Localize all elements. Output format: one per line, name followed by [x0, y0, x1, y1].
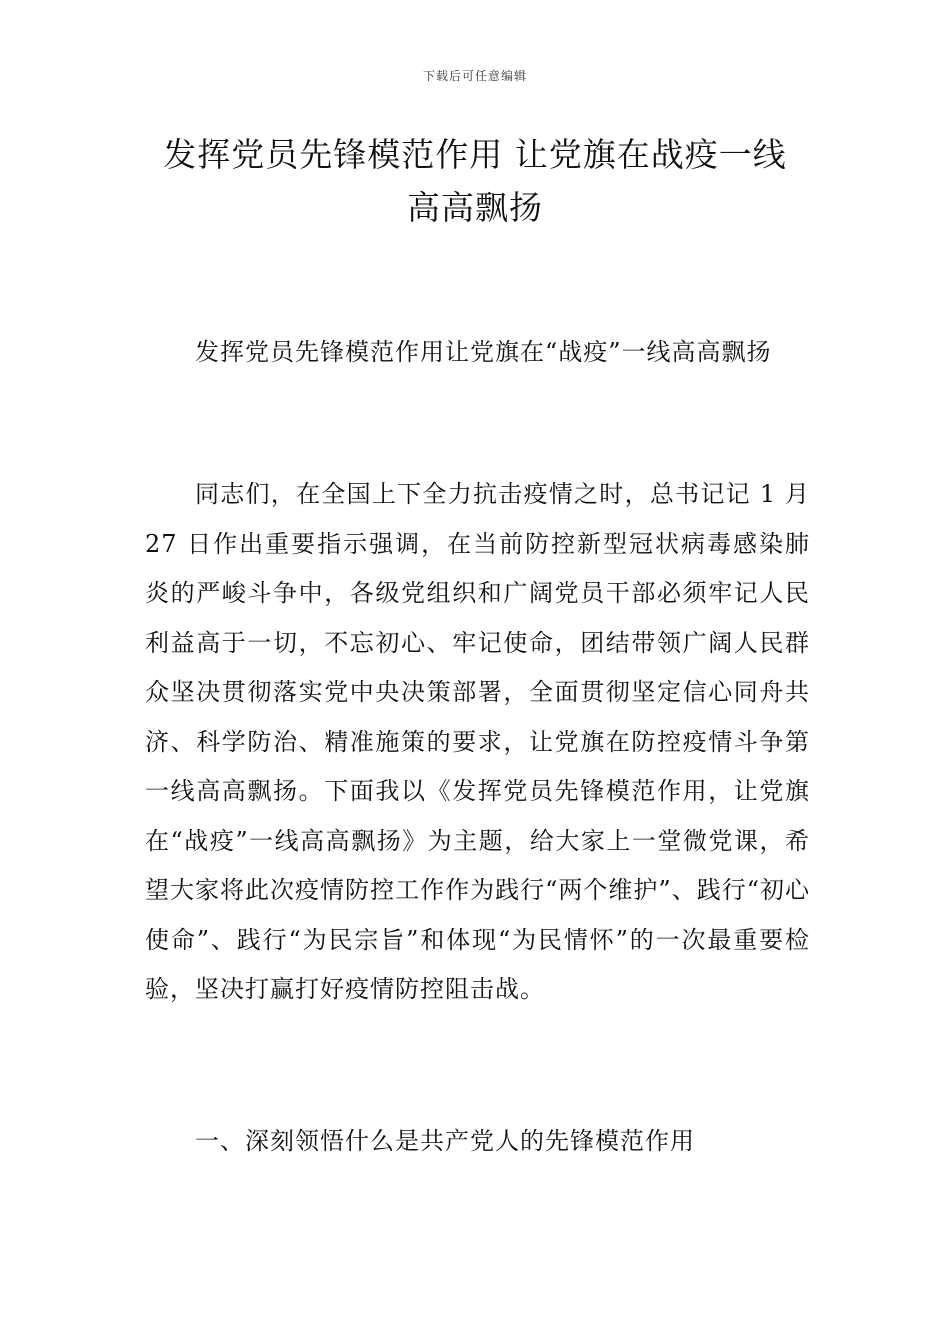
section-heading: 一、深刻领悟什么是共产党人的先锋模范作用 [195, 1127, 695, 1155]
paragraph-body: 同志们，在全国上下全力抗击疫情之时，总书记记 1 月 27 日作出重要指示强调，在当前防控新型冠状病毒感染肺炎的严峻斗争中，各级党组织和广阔党员干部必须牢记人民利益高于一切，不忘初心、牢记使命，团结带领广阔人民群众坚决贯彻落实党中央决策部署，全面贯彻坚定信心同舟共济、科学防治、精准施策的要求，让党旗在防控疫情斗争第一线高高飘扬。下面我以《发挥党员先锋模范作用，让党旗在“战疫”一线高高飘扬》为主题，给大家上一堂微党课，希望大家将此次疫情防控工作作为践行“两个维护”、践行“初心使命”、践行“为民宗旨”和体现“为民情怀”的一次最重要检验，坚决打赢打好疫情防控阻击战。 [145, 480, 810, 1003]
title-line-2: 高高飘扬 [407, 188, 543, 227]
paragraph-subtitle: 发挥党员先锋模范作用让党旗在“战疫”一线高高飘扬 [195, 338, 772, 366]
header-note: 下载后可任意编辑 [422, 69, 527, 83]
title-line-1: 发挥党员先锋模范作用 让党旗在战疫一线 [163, 135, 787, 174]
document-title [120, 128, 830, 234]
